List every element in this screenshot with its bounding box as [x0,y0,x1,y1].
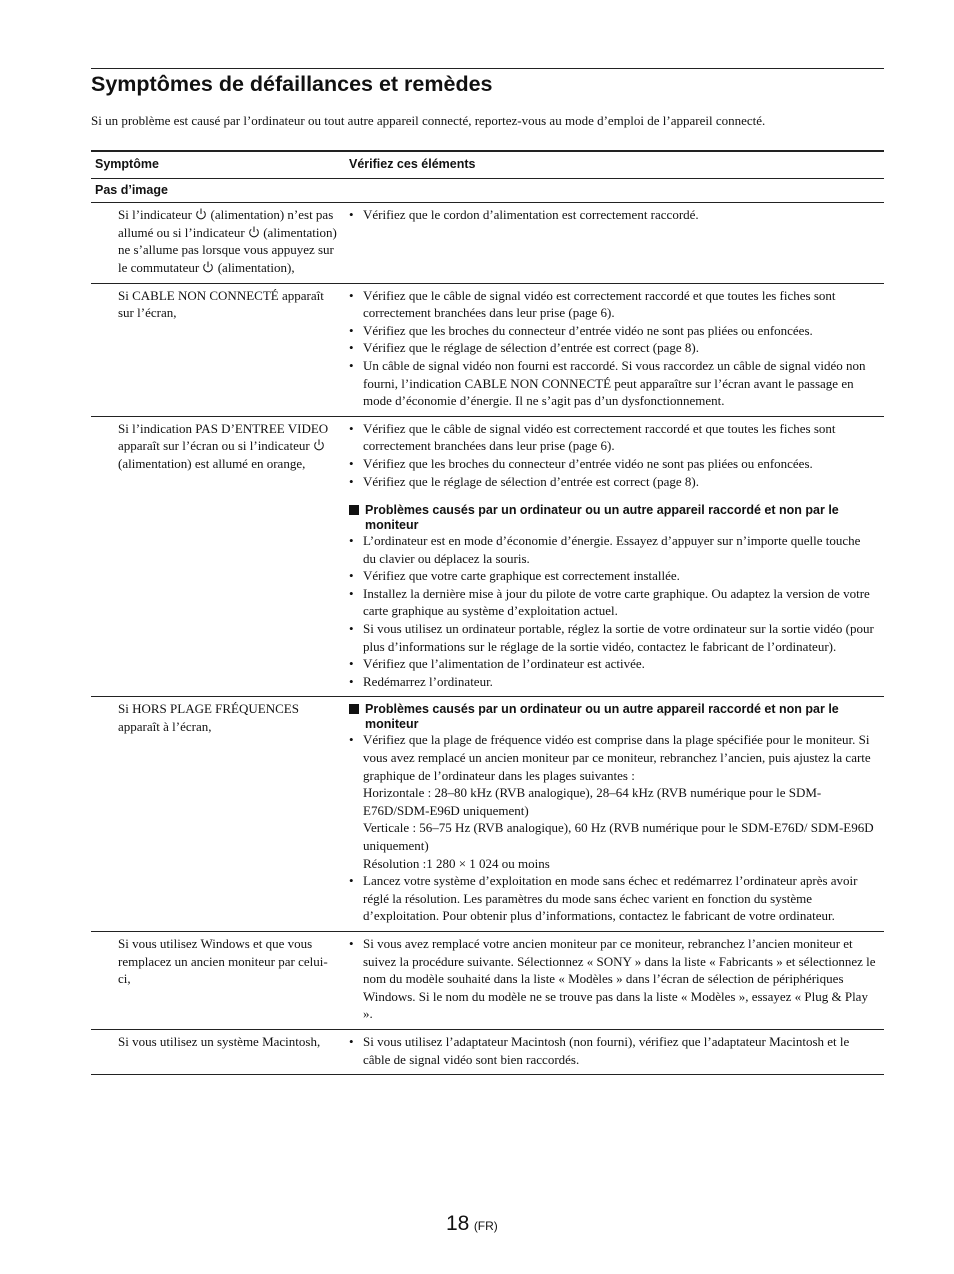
check-item: • Installez la dernière mise à jour du pilote de votre carte graphique. Ou adaptez la version de votre carte graphique au système d’exploitation actuel. [349,585,876,620]
check-item: • Si vous utilisez l’adaptateur Macintosh (non fourni), vérifiez que l’adaptateur Macintosh et le câble de signal vidéo sont bien raccordés. [349,1033,876,1068]
symptom-text: (alimentation) ne s’allume pas lorsque vous appuyez sur le commutateur [118,224,337,275]
check-item-lead: • Vérifiez que la plage de fréquence vidéo est comprise dans la plage spécifiée pour le moniteur. Si vous avez remplacé un ancien moniteur par ce moniteur, rebranchez l’ancien, puis ajustez la carte graphique de l’ordinateur dans les plages suivantes : [363,732,871,783]
check-list [349,935,876,1023]
page-footer [446,1212,498,1236]
symptom-text: Si l’indicateur [118,207,193,223]
check-cell [345,203,884,283]
check-list [349,420,876,490]
symptom-cell [91,203,345,283]
symptom-cell: Si vous utilisez un système Macintosh, [91,1029,345,1074]
check-item: • Vérifiez que les broches du connecteur d’entrée vidéo ne sont pas pliées ou enfoncées. [349,455,876,473]
symptom-cell [91,416,345,697]
check-item: • Vérifiez que le réglage de sélection d’entrée est correct (page 8). [349,339,876,357]
check-item: • Vérifiez que le câble de signal vidéo est correctement raccordé et que toutes les fiches sont correctement branchées dans leur prise (page 6). [349,287,876,322]
check-cell [345,416,884,697]
check-list [349,731,876,925]
symptom-text: Si l’indication PAS D’ENTREE VIDEO apparaît sur l’écran ou si l’indicateur [118,420,329,454]
square-bullet-icon [349,505,359,515]
page-title: Symptômes de défaillances et remèdes [91,72,493,96]
subsection-heading [349,503,876,532]
check-item: • Vérifiez que l’alimentation de l’ordinateur est activée. [349,655,876,673]
check-list [349,206,876,224]
header-check: Vérifiez ces éléments [345,151,884,178]
check-item: • Vérifiez que le câble de signal vidéo est correctement raccordé et que toutes les fiches sont correctement branchées dans leur prise (page 6). [349,420,876,455]
frequency-vertical: Verticale : 56–75 Hz (RVB analogique), 60 Hz (RVB numérique pour le SDM-E76D/ SDM-E96D uniquement) [363,820,874,853]
power-icon [195,208,207,220]
subsection-heading [349,702,876,731]
symptom-cell: Si CABLE NON CONNECTÉ apparaît sur l’écran, [91,283,345,416]
symptom-cell: Si vous utilisez Windows et que vous remplacez un ancien moniteur par celui-ci, [91,931,345,1029]
symptom-text: (alimentation) n’est pas allumé ou si l’indicateur [118,207,334,240]
check-item [349,731,876,872]
check-item: • Un câble de signal vidéo non fourni est raccordé. Si vous raccordez un câble de signal vidéo non fourni, l’indication CABLE NON CONNECTÉ peut apparaître sur l’écran avant le passage en mode d’économie d’énergie. Il ne s’agit pas d’un dysfonctionnement. [349,357,876,410]
check-list [349,532,876,690]
frequency-horizontal: Horizontale : 28–80 kHz (RVB analogique), 28–64 kHz (RVB numérique pour le SDM-E76D/SDM-E96D uniquement) [363,785,822,818]
table-row [91,203,884,283]
check-item: • Lancez votre système d’exploitation en mode sans échec et redémarrez l’ordinateur après avoir réglé la résolution. Les paramètres du mode sans échec varient en fonction du système d’exploitation. Pour obtenir plus d’informations, contactez le fabricant de votre ordinateur. [349,872,876,925]
page-number: 18 [446,1212,470,1235]
square-bullet-icon [349,704,359,714]
check-item: • Vérifiez que le réglage de sélection d’entrée est correct (page 8). [349,473,876,491]
check-item: • Vérifiez que les broches du connecteur d’entrée vidéo ne sont pas pliées ou enfoncées. [349,322,876,340]
table-row [91,931,884,1029]
table-row [91,416,884,697]
table-row [91,283,884,416]
table-row [91,1029,884,1074]
check-item: • L’ordinateur est en mode d’économie d’énergie. Essayez d’appuyer sur n’importe quelle touche du clavier ou déplacez la souris. [349,532,876,567]
check-item: • Redémarrez l’ordinateur. [349,673,876,691]
check-list [349,287,876,410]
check-cell [345,931,884,1029]
check-cell [345,283,884,416]
language-code: (FR) [473,1219,498,1233]
troubleshooting-table [91,150,884,1075]
power-icon [202,261,214,273]
symptom-text: (alimentation), [217,259,295,275]
symptom-cell: Si HORS PLAGE FRÉQUENCES apparaît à l’écran, [91,697,345,932]
check-cell [345,697,884,932]
check-item: • Si vous utilisez un ordinateur portable, réglez la sortie de votre ordinateur sur la sortie vidéo (pour plus d’informations sur le réglage de la sortie vidéo, contactez le fabricant de l’ordinateur). [349,620,876,655]
check-item: • Si vous avez remplacé votre ancien moniteur par ce moniteur, rebranchez l’ancien moniteur et suivez la procédure suivante. Sélectionnez « SONY » dans la liste « Fabricants » et sélectionnez le nom du modèle souhaité dans la liste « Modèles » dans l’écran de sélection de périphériques Windows. Si le nom du modèle ne se trouve pas dans la liste « Modèles », essayez « Plug & Play ». [349,935,876,1023]
check-item: • Vérifiez que votre carte graphique est correctement installée. [349,567,876,585]
header-symptom: Symptôme [91,151,345,178]
check-cell [345,1029,884,1074]
resolution: Résolution :1 280 × 1 024 ou moins [363,855,550,871]
check-item: • Vérifiez que le cordon d’alimentation est correctement raccordé. [349,206,876,224]
top-rule [91,68,884,69]
subsection-heading-text: Problèmes causés par un ordinateur ou un autre appareil raccordé et non par le moniteur [365,503,839,532]
group-heading: Pas d’image [91,178,884,203]
symptom-text: (alimentation) est allumé en orange, [118,455,306,471]
table-row [91,697,884,932]
intro-text: Si un problème est causé par l’ordinateur ou tout autre appareil connecté, reportez-vous au mode d’emploi de l’appareil connecté. [91,113,766,128]
power-icon [313,439,325,451]
check-list [349,1033,876,1068]
power-icon [248,226,260,238]
subsection-heading-text: Problèmes causés par un ordinateur ou un autre appareil raccordé et non par le moniteur [365,702,839,731]
